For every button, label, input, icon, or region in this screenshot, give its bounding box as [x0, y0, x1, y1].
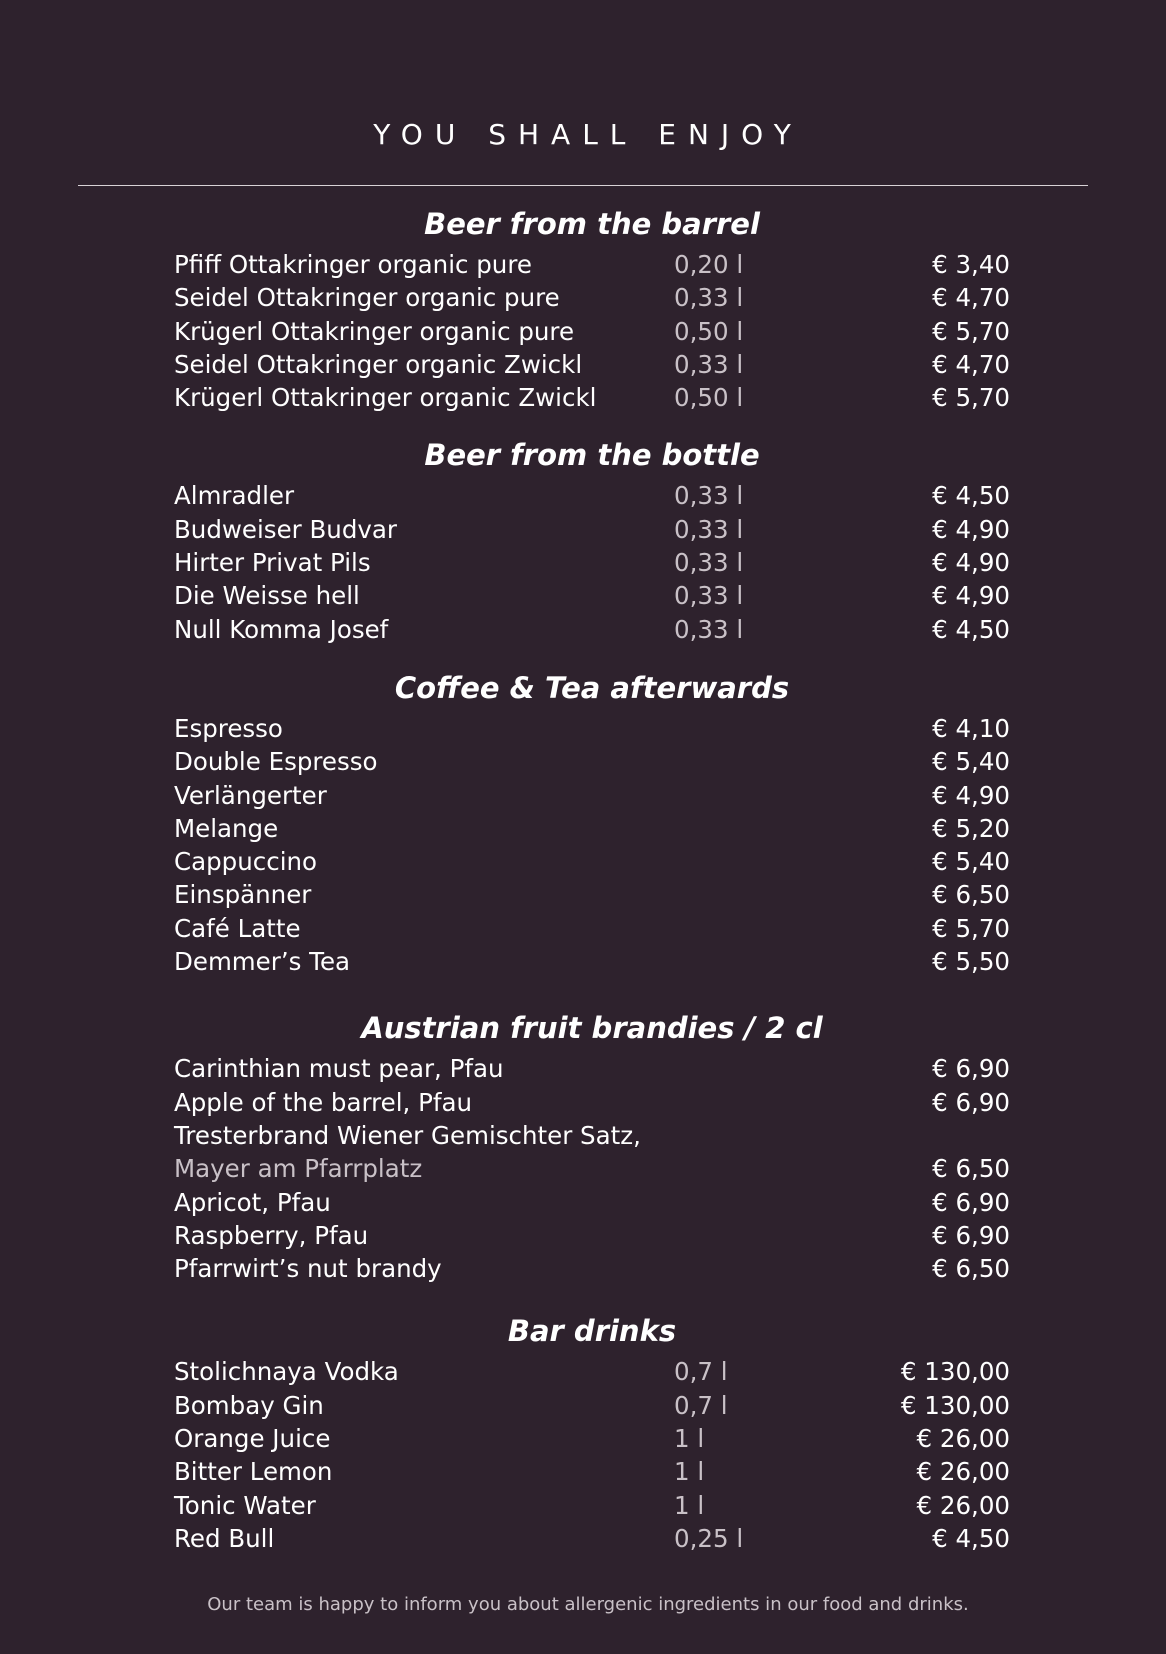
- item-price: € 5,40: [932, 847, 1010, 877]
- item-name: Red Bull: [174, 1523, 275, 1553]
- item-volume: 0,33 l: [674, 581, 744, 611]
- item-volume: 0,25 l: [674, 1523, 744, 1553]
- item-name: Null Komma Josef: [174, 614, 389, 644]
- item-name: Orange Juice: [174, 1424, 331, 1454]
- menu-item: [174, 513, 1010, 546]
- item-price: € 4,90: [932, 780, 1010, 810]
- menu-item: [174, 912, 1010, 945]
- item-name: Budweiser Budvar: [174, 514, 397, 544]
- item-price: € 6,50: [932, 1254, 1010, 1284]
- menu-item: [174, 745, 1010, 778]
- item-price: € 4,50: [932, 614, 1010, 644]
- menu-item: [174, 1389, 1010, 1422]
- item-name: Bitter Lemon: [174, 1457, 333, 1487]
- item-volume: 0,33 l: [674, 614, 744, 644]
- section-title-beer-bottle: Beer from the bottle: [424, 438, 760, 473]
- title-divider: [78, 185, 1088, 186]
- section-title-coffee-tea: Coffee & Tea afterwards: [394, 670, 790, 705]
- item-name: Seidel Ottakringer organic Zwickl: [174, 349, 583, 379]
- item-name: Krügerl Ottakringer organic pure: [174, 316, 575, 346]
- item-price: € 3,40: [932, 250, 1010, 279]
- item-name: Einspänner: [174, 880, 312, 910]
- page-title: YOU SHALL ENJOY: [373, 118, 803, 151]
- item-name: Pfarrwirt’s nut brandy: [174, 1254, 442, 1284]
- item-price: € 6,50: [932, 880, 1010, 910]
- item-volume: 1 l: [674, 1424, 705, 1454]
- menu-item: [174, 1422, 1010, 1455]
- item-price: € 4,90: [932, 514, 1010, 544]
- item-price: € 4,90: [932, 581, 1010, 611]
- item-price: € 5,70: [932, 913, 1010, 943]
- item-name: Krügerl Ottakringer organic Zwickl: [174, 383, 597, 413]
- menu-item: [174, 1186, 1010, 1219]
- item-volume: 0,20 l: [674, 250, 744, 279]
- item-price: € 4,90: [932, 548, 1010, 578]
- item-price: € 6,90: [932, 1187, 1010, 1217]
- item-price: € 5,40: [932, 747, 1010, 777]
- item-price: € 5,50: [932, 947, 1010, 977]
- section-items-bar-drinks: [174, 1355, 1010, 1555]
- item-name: Verlängerter: [174, 780, 327, 810]
- section-items-fruit-brandies: [174, 1052, 1010, 1285]
- item-volume: 0,33 l: [674, 481, 744, 511]
- item-name: Cappuccino: [174, 847, 318, 877]
- item-price: € 4,70: [932, 349, 1010, 379]
- item-volume: 1 l: [674, 1490, 705, 1520]
- menu-item: [174, 1052, 1010, 1085]
- menu-item: [174, 381, 1010, 414]
- menu-item: [174, 1219, 1010, 1252]
- item-name: Café Latte: [174, 913, 301, 943]
- menu-item: [174, 248, 1010, 281]
- item-price: € 4,10: [932, 713, 1010, 743]
- menu-item: [174, 1522, 1010, 1555]
- item-price: € 6,50: [932, 1154, 1010, 1184]
- item-price: € 5,70: [932, 383, 1010, 413]
- menu-item: [174, 1489, 1010, 1522]
- item-volume: 0,50 l: [674, 316, 744, 346]
- menu-item: [174, 878, 1010, 911]
- item-name: Apricot, Pfau: [174, 1187, 331, 1217]
- menu-item: [174, 546, 1010, 579]
- menu-item: [174, 1152, 1010, 1185]
- item-price: € 6,90: [932, 1054, 1010, 1084]
- item-volume: 0,33 l: [674, 349, 744, 379]
- section-items-beer-bottle: [174, 479, 1010, 645]
- item-name: Pfiff Ottakringer organic pure: [174, 250, 532, 279]
- item-volume: 0,50 l: [674, 383, 744, 413]
- item-volume: 0,7 l: [674, 1390, 728, 1420]
- menu: [174, 202, 1010, 1555]
- menu-item: [174, 1119, 1010, 1152]
- menu-item: [174, 1252, 1010, 1285]
- menu-item: [174, 479, 1010, 512]
- section-title-fruit-brandies: Austrian fruit brandies / 2 cl: [361, 1011, 823, 1046]
- item-name: Stolichnaya Vodka: [174, 1357, 399, 1387]
- menu-item: [174, 812, 1010, 845]
- section-title-bar-drinks: Bar drinks: [507, 1314, 677, 1349]
- menu-item: [174, 712, 1010, 745]
- item-volume: 0,7 l: [674, 1357, 728, 1387]
- item-price: € 5,20: [932, 813, 1010, 843]
- item-name: Tonic Water: [174, 1490, 316, 1520]
- item-name: Hirter Privat Pils: [174, 548, 371, 578]
- item-price: € 26,00: [916, 1490, 1010, 1520]
- menu-item: [174, 779, 1010, 812]
- menu-item: [174, 1355, 1010, 1388]
- item-name: Seidel Ottakringer organic pure: [174, 283, 560, 313]
- item-name: Demmer’s Tea: [174, 947, 351, 977]
- menu-item: [174, 845, 1010, 878]
- item-price: € 26,00: [916, 1457, 1010, 1487]
- item-volume: 1 l: [674, 1457, 705, 1487]
- item-price: € 26,00: [916, 1424, 1010, 1454]
- item-name: Tresterbrand Wiener Gemischter Satz,: [174, 1120, 641, 1150]
- item-name: Bombay Gin: [174, 1390, 324, 1420]
- menu-item: [174, 281, 1010, 314]
- menu-item: [174, 579, 1010, 612]
- item-name: Apple of the barrel, Pfau: [174, 1087, 473, 1117]
- item-volume: 0,33 l: [674, 283, 744, 313]
- menu-item: [174, 1086, 1010, 1119]
- item-price: € 4,70: [932, 283, 1010, 313]
- item-price: € 130,00: [900, 1390, 1010, 1420]
- menu-item: [174, 1455, 1010, 1488]
- section-items-beer-barrel: [174, 248, 1010, 414]
- item-name: Melange: [174, 813, 279, 843]
- item-price: € 130,00: [900, 1357, 1010, 1387]
- item-name: Double Espresso: [174, 747, 378, 777]
- item-name: Almradler: [174, 481, 295, 511]
- menu-item: [174, 613, 1010, 646]
- item-name: Espresso: [174, 713, 283, 743]
- menu-item: [174, 315, 1010, 348]
- item-price: € 4,50: [932, 481, 1010, 511]
- item-volume: 0,33 l: [674, 514, 744, 544]
- item-name: Carinthian must pear, Pfau: [174, 1054, 504, 1084]
- item-name: Die Weisse hell: [174, 581, 360, 611]
- item-price: € 5,70: [932, 316, 1010, 346]
- section-items-coffee-tea: [174, 712, 1010, 978]
- section-title-beer-barrel: Beer from the barrel: [424, 207, 760, 241]
- menu-item: [174, 348, 1010, 381]
- item-name: Mayer am Pfarrplatz: [174, 1154, 423, 1184]
- item-price: € 6,90: [932, 1087, 1010, 1117]
- item-volume: 0,33 l: [674, 548, 744, 578]
- item-price: € 6,90: [932, 1220, 1010, 1250]
- item-price: € 4,50: [932, 1523, 1010, 1553]
- item-name: Raspberry, Pfau: [174, 1220, 369, 1250]
- allergen-notice: Our team is happy to inform you about allergenic ingredients in our food and drinks.: [207, 1594, 969, 1615]
- menu-item: [174, 945, 1010, 978]
